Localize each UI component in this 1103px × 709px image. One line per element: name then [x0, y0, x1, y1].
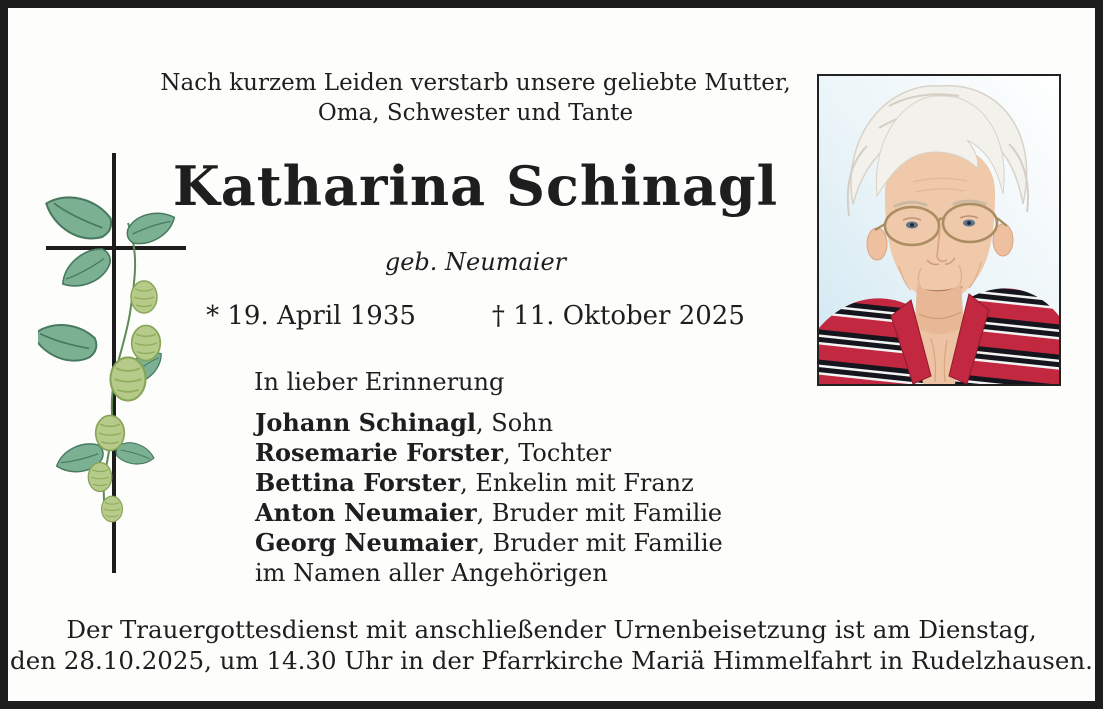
memory-line: In lieber Erinnerung [254, 368, 505, 396]
mourners-list [255, 408, 723, 588]
mourner-row [255, 438, 723, 468]
mourner-name: Georg Neumaier [255, 528, 478, 557]
intro-line-2: Oma, Schwester und Tante [317, 100, 634, 126]
mourner-relation: , Enkelin mit Franz [460, 469, 694, 497]
service-line-2: den 28.10.2025, um 14.30 Uhr in der Pfarrkirche Mariä Himmelfahrt in Rudelzhausen. [10, 646, 1093, 675]
mourner-row [255, 498, 723, 528]
mourner-relation: , Sohn [476, 409, 554, 437]
portrait-of-deceased-photo [817, 74, 1061, 386]
birth-date: * 19. April 1935 [206, 301, 416, 331]
mourners-footer: im Namen aller Angehörigen [255, 559, 608, 587]
mourner-relation: , Tochter [502, 439, 612, 467]
mourner-row [255, 468, 723, 498]
intro-text [118, 68, 833, 128]
service-info [8, 614, 1095, 676]
intro-line-1: Nach kurzem Leiden verstarb unsere geliebte Mutter, [160, 70, 791, 96]
deceased-name: Katharina Schinagl [172, 154, 779, 218]
mourner-name: Johann Schinagl [255, 408, 477, 437]
death-date: † 11. Oktober 2025 [491, 301, 745, 331]
mourner-relation: , Bruder mit Familie [477, 529, 723, 557]
mourner-name: Bettina Forster [255, 468, 461, 497]
life-dates [118, 301, 833, 331]
service-line-1: Der Trauergottesdienst mit anschließender Urnenbeisetzung ist am Dienstag, [66, 615, 1037, 644]
mourner-row [255, 528, 723, 558]
mourner-name: Rosemarie Forster [255, 438, 503, 467]
mourner-relation: , Bruder mit Familie [476, 499, 723, 527]
mourner-name: Anton Neumaier [255, 498, 477, 527]
maiden-name: geb. Neumaier [384, 248, 567, 276]
mourner-row [255, 408, 723, 438]
